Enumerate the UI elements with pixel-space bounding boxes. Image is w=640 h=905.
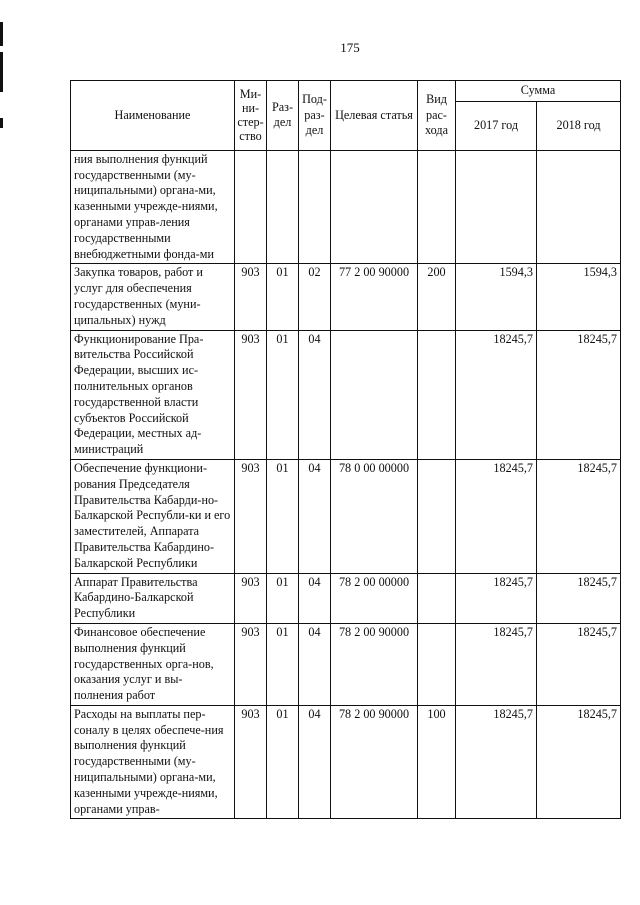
col-header-subsection: Под-раз-дел: [299, 81, 331, 151]
cell-2018: 1594,3: [537, 264, 621, 330]
cell-2017: 18245,7: [456, 459, 537, 573]
cell-name: Обеспечение функциони-рования Председателя Правительства Кабарди-но-Балкарской Республи-ки и его заместителей, Аппарата Правительства Кабардино-Балкарской Республики: [71, 459, 235, 573]
cell-2018: 18245,7: [537, 573, 621, 623]
cell-subsection: [299, 150, 331, 264]
cell-section: [267, 150, 299, 264]
cell-target: 78 2 00 90000: [331, 705, 418, 819]
cell-ministry: 903: [235, 330, 267, 459]
cell-section: 01: [267, 459, 299, 573]
cell-subsection: 04: [299, 573, 331, 623]
cell-ministry: 903: [235, 573, 267, 623]
cell-2018: 18245,7: [537, 330, 621, 459]
cell-expense-type: [418, 150, 456, 264]
cell-subsection: 02: [299, 264, 331, 330]
cell-2017: 18245,7: [456, 705, 537, 819]
col-header-sum: Сумма: [456, 81, 621, 102]
table-row: [71, 264, 621, 330]
cell-2018: [537, 150, 621, 264]
col-header-2017: 2017 год: [456, 101, 537, 150]
page-number: 175: [340, 40, 360, 55]
cell-expense-type: [418, 459, 456, 573]
cell-expense-type: [418, 623, 456, 705]
cell-name: Расходы на выплаты пер-соналу в целях обеспече-ния выполнения функций государственными (му-ниципальными) органа-ми, казенными учрежде-ниями, органами управ-: [71, 705, 235, 819]
cell-2018: 18245,7: [537, 705, 621, 819]
cell-name: Функционирование Пра-вительства Российской Федерации, высших ис-полнительных органов государственной власти субъектов Российской Федерации, местных ад-министраций: [71, 330, 235, 459]
cell-section: 01: [267, 705, 299, 819]
cell-expense-type: 100: [418, 705, 456, 819]
cell-2017: 18245,7: [456, 623, 537, 705]
cell-subsection: 04: [299, 330, 331, 459]
cell-section: 01: [267, 330, 299, 459]
cell-2017: 1594,3: [456, 264, 537, 330]
table-row: [71, 705, 621, 819]
cell-section: 01: [267, 623, 299, 705]
cell-name: Финансовое обеспечение выполнения функций государственных орга-нов, оказания услуг и вы-полнения работ: [71, 623, 235, 705]
scan-edge-mark: [0, 52, 3, 92]
scan-edge-mark: [0, 118, 3, 128]
cell-expense-type: [418, 573, 456, 623]
cell-expense-type: [418, 330, 456, 459]
cell-2018: 18245,7: [537, 459, 621, 573]
cell-target: 77 2 00 90000: [331, 264, 418, 330]
cell-ministry: 903: [235, 459, 267, 573]
table-row: [71, 459, 621, 573]
col-header-section: Раз-дел: [267, 81, 299, 151]
table-row: [71, 573, 621, 623]
table-row: [71, 623, 621, 705]
cell-target: 78 0 00 00000: [331, 459, 418, 573]
cell-2017: 18245,7: [456, 573, 537, 623]
cell-ministry: 903: [235, 264, 267, 330]
cell-target: [331, 330, 418, 459]
cell-target: [331, 150, 418, 264]
header-row: [71, 81, 621, 102]
cell-target: 78 2 00 00000: [331, 573, 418, 623]
col-header-2018: 2018 год: [537, 101, 621, 150]
cell-subsection: 04: [299, 459, 331, 573]
cell-ministry: [235, 150, 267, 264]
cell-2018: 18245,7: [537, 623, 621, 705]
cell-ministry: 903: [235, 623, 267, 705]
cell-section: 01: [267, 264, 299, 330]
cell-subsection: 04: [299, 705, 331, 819]
cell-name: Аппарат Правительства Кабардино-Балкарской Республики: [71, 573, 235, 623]
col-header-expense-type: Вид рас-хода: [418, 81, 456, 151]
cell-2017: [456, 150, 537, 264]
cell-section: 01: [267, 573, 299, 623]
col-header-target: Целевая статья: [331, 81, 418, 151]
cell-ministry: 903: [235, 705, 267, 819]
col-header-name: Наименование: [71, 81, 235, 151]
cell-expense-type: 200: [418, 264, 456, 330]
cell-name: ния выполнения функций государственными (му-ниципальными) органа-ми, казенными учрежде-ниями, органами управ-ления государственными внебюджетными фонда-ми: [71, 150, 235, 264]
budget-table: [70, 80, 621, 819]
col-header-ministry: Ми-ни-стер-ство: [235, 81, 267, 151]
cell-2017: 18245,7: [456, 330, 537, 459]
cell-target: 78 2 00 90000: [331, 623, 418, 705]
cell-subsection: 04: [299, 623, 331, 705]
cell-name: Закупка товаров, работ и услуг для обеспечения государственных (муни-ципальных) нужд: [71, 264, 235, 330]
table-body: [71, 150, 621, 819]
table-row: [71, 330, 621, 459]
table-row: [71, 150, 621, 264]
